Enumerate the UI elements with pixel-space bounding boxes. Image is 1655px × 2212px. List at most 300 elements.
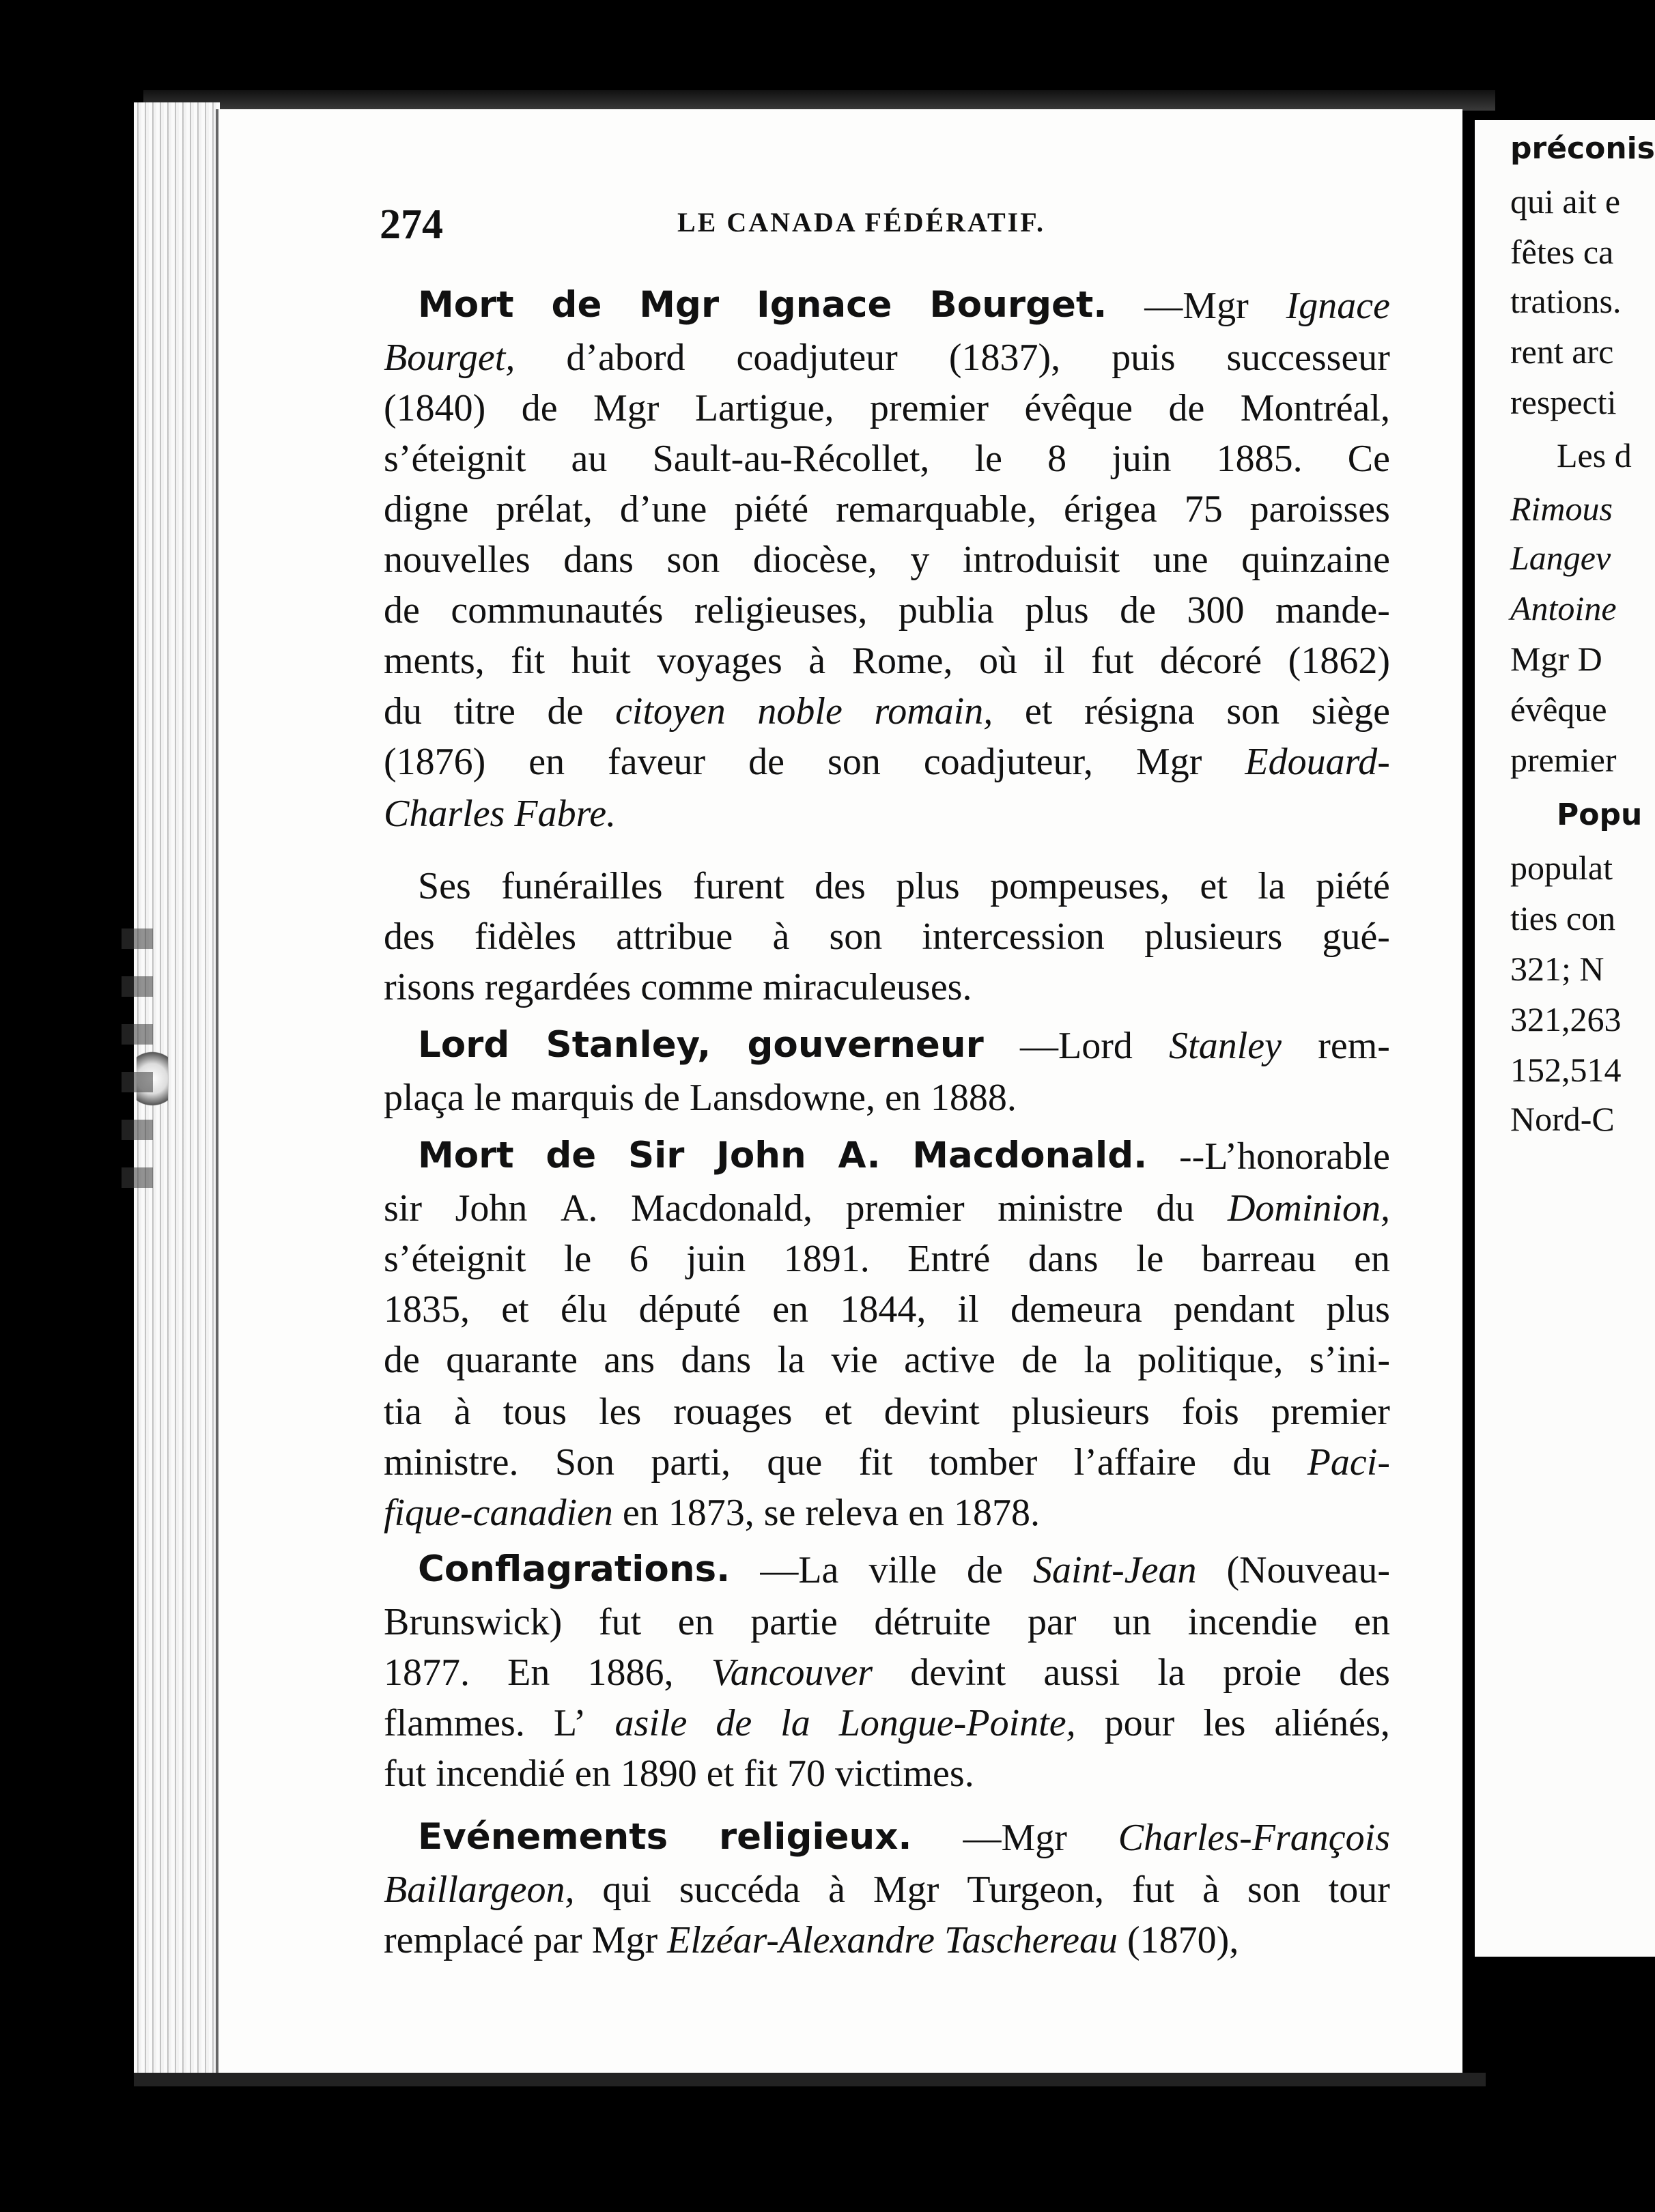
- word: et: [824, 1391, 852, 1433]
- facing-page-line: qui ait e: [1510, 182, 1621, 221]
- word: Stanley: [1169, 1025, 1282, 1067]
- word: flammes.: [384, 1702, 525, 1744]
- word: voyages: [657, 640, 782, 682]
- word: la: [1084, 1339, 1112, 1381]
- facing-page-line: fêtes ca: [1510, 233, 1614, 271]
- page-top-shadow: [143, 90, 1495, 111]
- word: et: [1200, 865, 1228, 907]
- word: plusieurs: [1011, 1391, 1150, 1433]
- word: Lartigue,: [694, 387, 834, 429]
- word: fit: [511, 640, 546, 682]
- word: 8: [1047, 438, 1067, 480]
- facing-page-line: populat: [1510, 849, 1613, 887]
- word: fit: [858, 1441, 893, 1484]
- word: à: [453, 1391, 471, 1433]
- word: coadjuteur,: [923, 741, 1093, 783]
- word: politique,: [1137, 1339, 1284, 1381]
- word: le: [563, 1238, 592, 1280]
- word: fut: [598, 1601, 642, 1643]
- word: communautés: [451, 589, 664, 632]
- text-line: [384, 1494, 1390, 1532]
- word: en: [1354, 1601, 1390, 1643]
- word: 1888.: [930, 1077, 1017, 1119]
- word: (1837),: [948, 337, 1061, 379]
- word: Mgr: [873, 1869, 939, 1911]
- word: Bourget,: [384, 337, 515, 379]
- word: 70: [787, 1753, 825, 1795]
- word: introduisit: [962, 539, 1120, 581]
- facing-page-line: ties con: [1510, 899, 1616, 937]
- word: Saint-Jean: [1032, 1549, 1197, 1591]
- word: Charles-François: [1118, 1817, 1390, 1859]
- word: barreau: [1201, 1238, 1316, 1280]
- word: le: [974, 438, 1003, 480]
- word: évêque: [1024, 387, 1133, 429]
- word: incendie: [1187, 1601, 1318, 1643]
- space: [524, 1921, 533, 1959]
- word: le: [474, 1077, 502, 1119]
- word: sir: [384, 1187, 422, 1230]
- word: risons: [384, 966, 475, 1008]
- word: vie: [831, 1339, 878, 1381]
- text-line: [418, 1816, 1390, 1859]
- word: ministre.: [384, 1441, 519, 1484]
- word: rem-: [1318, 1025, 1390, 1067]
- word: romain,: [874, 690, 993, 733]
- word: d’abord: [566, 337, 685, 379]
- word: d’une: [619, 488, 707, 530]
- word: quinzaine: [1241, 539, 1390, 581]
- word: 1891.: [783, 1238, 870, 1280]
- word: en: [908, 1492, 945, 1534]
- text-line: [384, 1240, 1390, 1278]
- word: fut: [1132, 1869, 1175, 1911]
- word: aliénés,: [1274, 1702, 1390, 1744]
- word: érigea: [1063, 488, 1157, 530]
- word: John: [455, 1187, 528, 1230]
- word: juin: [1112, 438, 1172, 480]
- word: ans: [604, 1339, 655, 1381]
- space: [921, 1079, 931, 1117]
- space: [426, 1755, 436, 1793]
- word: quarante: [446, 1339, 578, 1381]
- word: tia: [384, 1391, 422, 1433]
- word: (1840): [384, 387, 486, 429]
- word: pour: [1104, 1702, 1175, 1744]
- word: 1886,: [587, 1651, 674, 1694]
- word: à: [772, 916, 790, 958]
- word: élu: [560, 1288, 608, 1331]
- word: 1878.: [954, 1492, 1041, 1534]
- word: se: [763, 1492, 796, 1534]
- word: 1890: [620, 1753, 697, 1795]
- text-line: [384, 1755, 1390, 1793]
- text-line: [418, 1548, 1390, 1591]
- word: Montréal,: [1240, 387, 1390, 429]
- word: —Lord: [1020, 1025, 1133, 1067]
- word: marquis: [511, 1077, 634, 1119]
- word: victimes.: [834, 1753, 974, 1795]
- text-line: [384, 1704, 1390, 1742]
- word: son: [1247, 1869, 1301, 1911]
- word: Turgeon,: [967, 1869, 1105, 1911]
- text-line: [384, 1651, 1390, 1694]
- word: religieuses,: [694, 589, 868, 632]
- word: (Nouveau-: [1226, 1549, 1390, 1591]
- word: la: [780, 1702, 810, 1744]
- space: [582, 1921, 592, 1959]
- facing-page-line: premier: [1510, 741, 1617, 779]
- word: tous: [503, 1391, 567, 1433]
- word: en: [884, 1077, 921, 1119]
- word: 1835,: [384, 1288, 470, 1331]
- word: des: [815, 865, 866, 907]
- word: Lansdowne,: [689, 1077, 875, 1119]
- word: titre: [453, 690, 515, 733]
- section-heading-word: Mort: [418, 284, 514, 326]
- word: et: [706, 1753, 735, 1795]
- word: dans: [563, 539, 634, 581]
- space: [502, 1079, 511, 1117]
- text-line: [418, 1024, 1390, 1067]
- word: Fabre.: [514, 793, 617, 835]
- word: du: [1232, 1441, 1271, 1484]
- section-heading-word: Bourget.: [929, 284, 1107, 326]
- word: --L’honorable: [1179, 1135, 1390, 1178]
- facing-page-line: 152,514: [1510, 1051, 1622, 1089]
- word: plus: [896, 865, 960, 907]
- text-line: [384, 389, 1390, 427]
- text-line: [384, 541, 1390, 579]
- facing-page-line: Les d: [1557, 436, 1632, 474]
- word: en: [622, 1492, 659, 1534]
- section-heading-word: Evénements: [418, 1816, 668, 1858]
- word: gué-: [1322, 916, 1390, 958]
- text-line: [384, 743, 1390, 781]
- text-line: [384, 1079, 1390, 1117]
- word: active: [904, 1339, 995, 1381]
- word: et: [1024, 690, 1053, 733]
- facing-page-line: rent arc: [1510, 332, 1614, 371]
- word: 6: [629, 1238, 649, 1280]
- word: devint: [883, 1391, 980, 1433]
- facing-page: [1475, 120, 1655, 1957]
- word: parti,: [651, 1441, 731, 1484]
- word: devint: [910, 1651, 1006, 1694]
- word: fut: [1091, 640, 1134, 682]
- word: à: [808, 640, 826, 682]
- word: par: [1028, 1601, 1077, 1643]
- text-line: [384, 589, 1390, 632]
- word: mande-: [1275, 589, 1390, 632]
- word: miraculeuses.: [763, 966, 972, 1008]
- text-line: [384, 1189, 1390, 1228]
- space: [613, 1494, 623, 1532]
- word: député: [638, 1288, 741, 1331]
- word: citoyen: [615, 690, 726, 733]
- word: tomber: [929, 1441, 1038, 1484]
- word: Taschereau: [944, 1919, 1118, 1961]
- word: furent: [693, 865, 784, 907]
- word: de: [521, 387, 558, 429]
- word: ministre: [998, 1187, 1123, 1230]
- word: qui: [602, 1869, 651, 1911]
- text-line: [384, 968, 1390, 1006]
- space: [753, 968, 763, 1006]
- word: les: [599, 1391, 642, 1433]
- word: nouvelles: [384, 539, 531, 581]
- section-heading-word: Stanley,: [546, 1024, 711, 1066]
- space: [754, 1494, 764, 1532]
- space: [634, 1079, 644, 1117]
- word: plusieurs: [1144, 916, 1283, 958]
- space: [825, 1755, 835, 1793]
- word: (1876): [384, 741, 486, 783]
- word: en: [772, 1288, 809, 1331]
- word: succéda: [679, 1869, 801, 1911]
- section-heading-word: religieux.: [719, 1816, 912, 1858]
- text-line: [384, 1290, 1390, 1329]
- word: en: [677, 1601, 714, 1643]
- word: des: [384, 916, 435, 958]
- word: proie: [1223, 1651, 1302, 1694]
- text-line: [384, 918, 1390, 956]
- word: il: [1043, 640, 1065, 682]
- word: Paci-: [1307, 1441, 1390, 1484]
- word: rouages: [673, 1391, 793, 1433]
- facing-page-line: Nord-C: [1510, 1100, 1615, 1138]
- word: piété: [734, 488, 809, 530]
- word: noble: [757, 690, 843, 733]
- space: [935, 1921, 944, 1959]
- word: de: [1168, 387, 1205, 429]
- section-heading-word: Ignace: [756, 284, 892, 326]
- word: piété: [1316, 865, 1390, 907]
- word: Mgr: [593, 387, 660, 429]
- space: [464, 1079, 474, 1117]
- facing-page-line: 321; N: [1510, 950, 1604, 988]
- word: Baillargeon,: [384, 1869, 575, 1911]
- word: détruite: [874, 1601, 991, 1643]
- text-line: [384, 692, 1390, 731]
- word: et: [501, 1288, 529, 1331]
- word: regardées: [484, 966, 632, 1008]
- text-line: [384, 1603, 1390, 1641]
- word: au: [571, 438, 608, 480]
- word: juin: [686, 1238, 746, 1280]
- word: releva: [805, 1492, 899, 1534]
- word: de: [1021, 1339, 1058, 1381]
- word: l’affaire: [1073, 1441, 1196, 1484]
- word: demeura: [1010, 1288, 1142, 1331]
- word: tour: [1328, 1869, 1390, 1911]
- word: comme: [640, 966, 754, 1008]
- word: remplacé: [384, 1919, 524, 1961]
- word: les: [1203, 1702, 1246, 1744]
- word: Vancouver: [711, 1651, 873, 1694]
- word: Ce: [1347, 438, 1390, 480]
- word: fidèles: [474, 916, 577, 958]
- text-line: [384, 339, 1390, 377]
- word: Brunswick): [384, 1601, 563, 1643]
- word: 1877.: [384, 1651, 470, 1694]
- word: Mgr: [1135, 741, 1202, 783]
- space: [875, 1079, 885, 1117]
- word: 1885.: [1216, 438, 1303, 480]
- word: —Mgr: [1144, 285, 1249, 327]
- word: ments,: [384, 640, 485, 682]
- section-heading-word: Lord: [418, 1024, 510, 1066]
- word: —Mgr: [963, 1817, 1067, 1859]
- word: Mgr: [591, 1919, 658, 1961]
- space: [631, 968, 640, 1006]
- section-heading-word: Macdonald.: [912, 1135, 1148, 1176]
- facing-page-line: Mgr D: [1510, 640, 1602, 678]
- word: son: [828, 741, 881, 783]
- word: de: [384, 1339, 420, 1381]
- facing-page-line: respecti: [1510, 383, 1617, 421]
- space: [899, 1494, 908, 1532]
- word: décoré: [1159, 640, 1262, 682]
- word: faveur: [608, 741, 706, 783]
- word: plaça: [384, 1077, 465, 1119]
- word: L’: [553, 1702, 586, 1744]
- word: de: [547, 690, 584, 733]
- text-line: [384, 1341, 1390, 1379]
- word: Macdonald,: [631, 1187, 812, 1230]
- word: asile: [614, 1702, 688, 1744]
- edge-bleed-marks: [122, 901, 153, 1202]
- word: puis: [1112, 337, 1176, 379]
- space: [697, 1755, 707, 1793]
- space: [944, 1494, 954, 1532]
- facing-page-line: Langev: [1510, 539, 1611, 577]
- word: la: [1157, 1651, 1185, 1694]
- text-line: [418, 867, 1390, 905]
- word: du: [384, 690, 422, 733]
- word: successeur: [1226, 337, 1390, 379]
- word: (1862): [1288, 640, 1390, 682]
- word: Ignace: [1286, 285, 1390, 327]
- word: 1873,: [668, 1492, 754, 1534]
- text-line: [384, 642, 1390, 680]
- word: de: [716, 1702, 752, 1744]
- word: des: [1339, 1651, 1390, 1694]
- word: de: [967, 1549, 1003, 1591]
- word: —La: [760, 1549, 839, 1591]
- word: de: [643, 1077, 680, 1119]
- word: plus: [1326, 1288, 1390, 1331]
- word: pompeuses,: [990, 865, 1170, 907]
- word: 1844,: [840, 1288, 926, 1331]
- section-heading-word: Mort: [418, 1135, 514, 1176]
- text-line: [384, 1441, 1390, 1484]
- word: plus: [1025, 589, 1089, 632]
- word: il: [957, 1288, 979, 1331]
- space: [505, 795, 514, 833]
- space: [1118, 1921, 1127, 1959]
- text-line: [384, 795, 1390, 833]
- word: fois: [1181, 1391, 1239, 1433]
- word: fut: [384, 1753, 427, 1795]
- section-heading-word: de: [551, 284, 602, 326]
- word: fique-canadien: [384, 1492, 613, 1534]
- word: Edouard-: [1245, 741, 1390, 783]
- word: le: [1135, 1238, 1164, 1280]
- word: prélat,: [496, 488, 593, 530]
- word: son: [666, 539, 720, 581]
- word: 300: [1187, 589, 1245, 632]
- section-heading-word: John: [716, 1135, 806, 1176]
- space: [565, 1755, 575, 1793]
- word: coadjuteur: [736, 337, 898, 379]
- word: paroisses: [1249, 488, 1390, 530]
- word: à: [828, 1869, 845, 1911]
- section-heading-word: de: [546, 1135, 597, 1176]
- section-heading-word: Sir: [627, 1135, 685, 1176]
- text-line: [418, 284, 1390, 327]
- space: [611, 1755, 621, 1793]
- text-line: [418, 1137, 1390, 1176]
- space: [734, 1755, 744, 1793]
- word: que: [767, 1441, 823, 1484]
- space: [795, 1494, 805, 1532]
- word: premier: [869, 387, 989, 429]
- word: Longue-Pointe,: [838, 1702, 1076, 1744]
- word: Entré: [907, 1238, 991, 1280]
- word: en: [528, 741, 565, 783]
- facing-page-line: évêque: [1510, 690, 1607, 728]
- word: du: [1156, 1187, 1195, 1230]
- word: pendant: [1174, 1288, 1295, 1331]
- word: s’ini-: [1309, 1339, 1390, 1381]
- section-heading-word: gouverneur: [747, 1024, 984, 1066]
- space: [659, 1494, 668, 1532]
- word: fit: [744, 1753, 778, 1795]
- text-line: [384, 490, 1390, 528]
- word: siège: [1311, 690, 1390, 733]
- word: partie: [750, 1601, 838, 1643]
- word: (1870),: [1127, 1919, 1239, 1961]
- word: 75: [1184, 488, 1223, 530]
- word: la: [1258, 865, 1286, 907]
- word: de: [384, 589, 420, 632]
- word: à: [1202, 1869, 1220, 1911]
- word: diocèse,: [752, 539, 877, 581]
- word: résigna: [1084, 690, 1195, 733]
- word: s’éteignit: [384, 1238, 526, 1280]
- text-line: [384, 1393, 1390, 1431]
- word: dans: [681, 1339, 752, 1381]
- word: publia: [898, 589, 994, 632]
- word: une: [1152, 539, 1208, 581]
- word: ville: [868, 1549, 937, 1591]
- word: aussi: [1043, 1651, 1120, 1694]
- word: un: [1113, 1601, 1152, 1643]
- section-heading-word: A.: [838, 1135, 881, 1176]
- facing-page-line: Popu: [1557, 797, 1643, 832]
- page-number: 274: [380, 201, 443, 248]
- word: de: [748, 741, 785, 783]
- facing-page-line: 321,263: [1510, 1000, 1622, 1038]
- word: funérailles: [501, 865, 663, 907]
- section-heading-word: Mgr: [639, 284, 720, 326]
- word: son: [1226, 690, 1280, 733]
- word: y: [910, 539, 930, 581]
- text-line: [384, 1871, 1390, 1909]
- word: Son: [554, 1441, 615, 1484]
- word: dans: [1028, 1238, 1099, 1280]
